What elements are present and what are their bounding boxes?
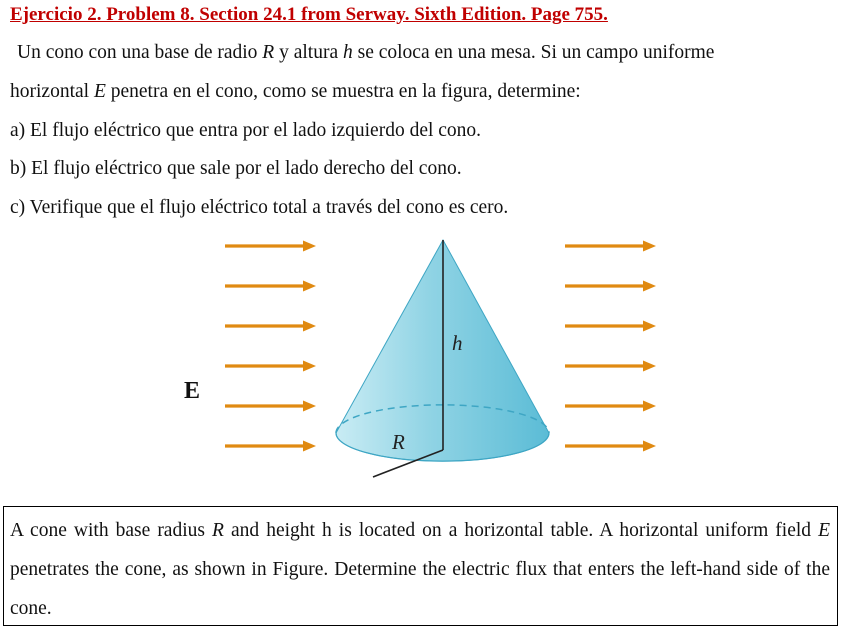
radius-label: R xyxy=(392,430,405,454)
symbol-R: R xyxy=(262,42,275,63)
symbol-R: R xyxy=(212,520,224,541)
field-arrow xyxy=(225,281,316,292)
symbol-E: E xyxy=(93,81,106,102)
field-arrow xyxy=(225,241,316,252)
question-b: b) El flujo eléctrico que sale por el lado derecho del cono. xyxy=(10,158,462,179)
field-arrow xyxy=(225,361,316,372)
field-arrow xyxy=(565,401,656,412)
question-a: a) El flujo eléctrico que entra por el lado izquierdo del cono. xyxy=(10,120,482,141)
field-arrow xyxy=(565,441,656,452)
field-arrow xyxy=(225,441,316,452)
question-c: c) Verifique que el flujo eléctrico total a través del cono es cero. xyxy=(10,197,509,218)
symbol-E: E xyxy=(818,520,830,541)
problem-statement-line-1: Un cono con una base de radio R y altura h se coloca en una mesa. Si un campo uniforme xyxy=(17,42,715,63)
field-arrow xyxy=(565,361,656,372)
english-translation-box: A cone with base radius R and height h is located on a horizontal table. A horizontal uniform field E penetrates the cone, as shown in Figure. Determine the electric flux that enters the left-hand side of the cone. xyxy=(3,506,838,626)
page-title: Ejercicio 2. Problem 8. Section 24.1 from Serway. Sixth Edition. Page 755. xyxy=(10,4,608,25)
field-arrow xyxy=(565,281,656,292)
field-arrow xyxy=(565,241,656,252)
field-arrow xyxy=(565,321,656,332)
cone-figure xyxy=(170,228,670,488)
height-label: h xyxy=(452,331,463,355)
symbol-h: h xyxy=(342,42,353,63)
field-arrow xyxy=(225,401,316,412)
problem-statement-line-2: horizontal E penetra en el cono, como se muestra en la figura, determine: xyxy=(10,81,581,102)
field-label-E: E xyxy=(184,378,201,404)
field-arrow xyxy=(225,321,316,332)
field-arrows-left xyxy=(225,241,316,452)
field-arrows-right xyxy=(565,241,656,452)
